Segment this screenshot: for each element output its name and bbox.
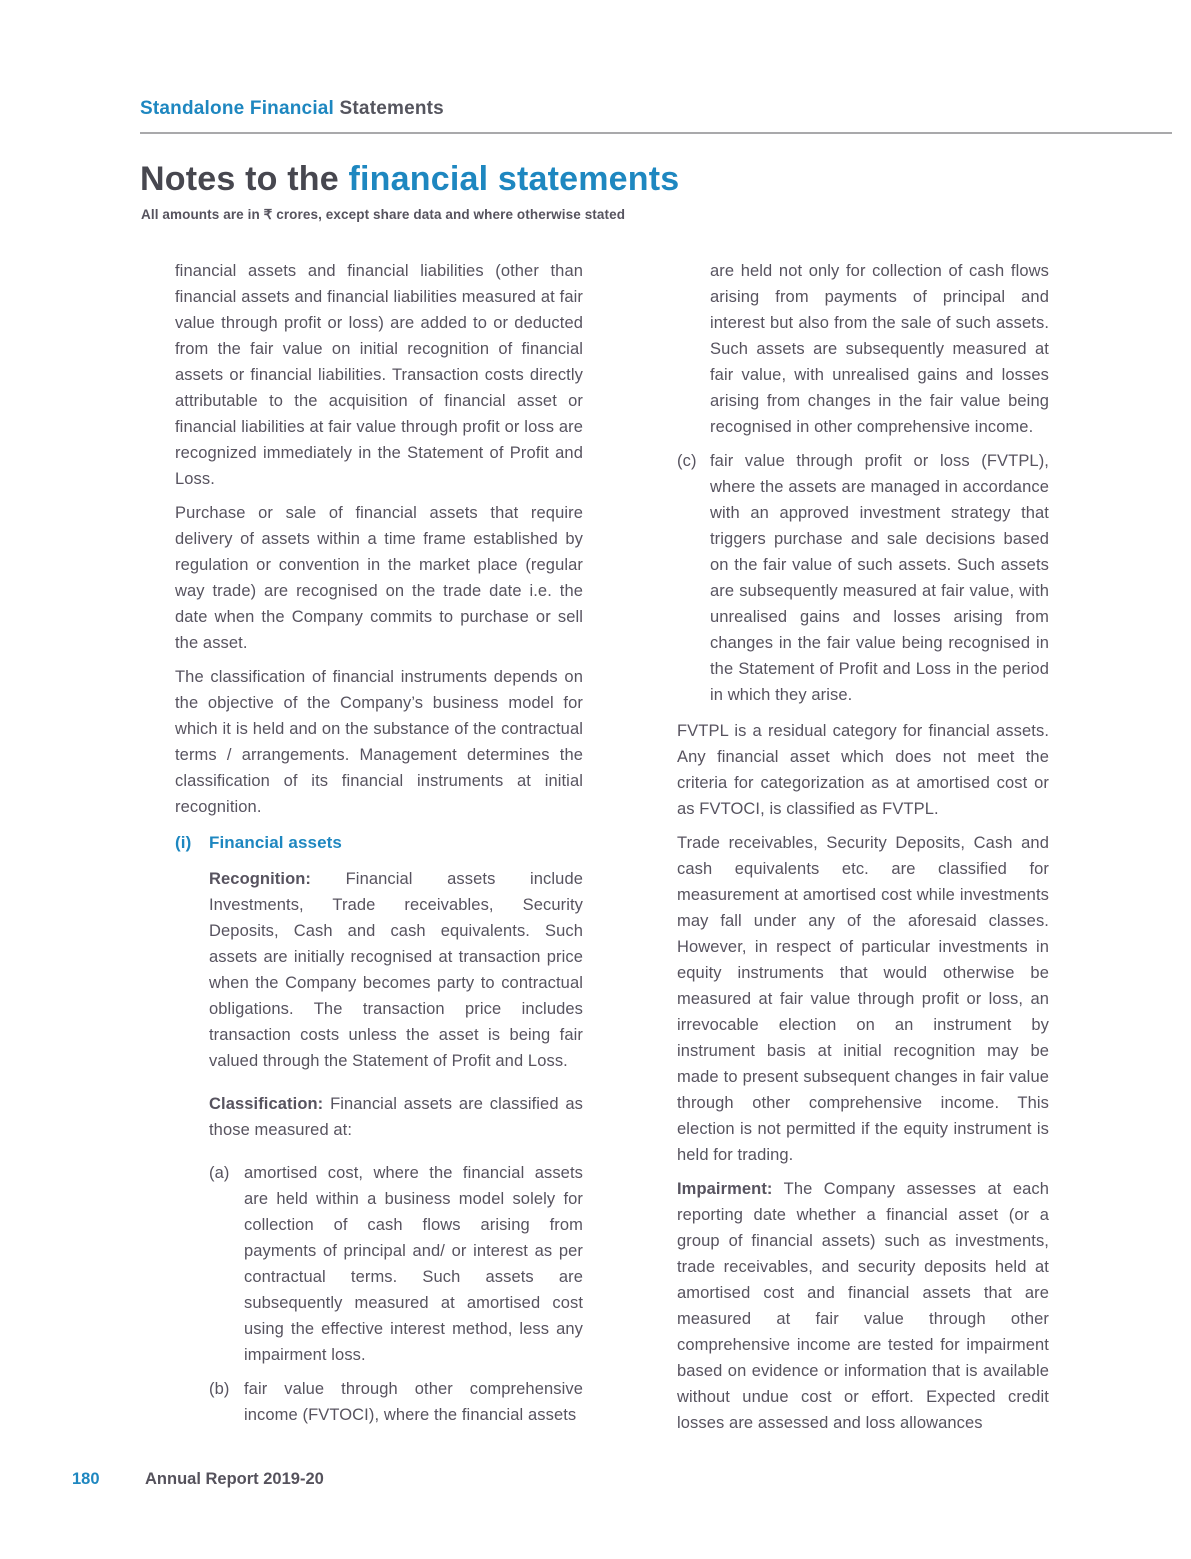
page-title-prefix: Notes to the [140, 160, 349, 198]
list-item-b [209, 1376, 583, 1428]
classification-paragraph [209, 1091, 583, 1143]
page-title-highlight: financial statements [348, 160, 680, 198]
body-paragraph: The classification of financial instruments depends on the objective of the Company’s business model for which it is held and on the substance of the contractual terms / arrangements. Management determines the classification of its financial instruments at initial recognition. [175, 668, 583, 816]
page-title [140, 160, 679, 199]
header-divider [140, 132, 1172, 134]
running-header [140, 98, 444, 120]
left-column [175, 258, 583, 1436]
recognition-lead: Recognition: [209, 870, 312, 888]
footer-report-label: Annual Report 2019-20 [145, 1470, 324, 1488]
list-text: amortised cost, where the financial assets are held within a business model solely for collection of cash flows arising from payments of principal and/ or interest as per contractual terms. Such assets are subsequently measured at amortised cost using the effective interest method, less any impairment loss. [244, 1164, 583, 1364]
section-marker: (i) [175, 833, 192, 852]
page-subtitle: All amounts are in ₹ crores, except share data and where otherwise stated [141, 207, 626, 222]
running-header-suffix: Statements [334, 98, 444, 119]
right-column [677, 258, 1049, 1444]
classification-text: Financial assets are classified as those measured at: [209, 1095, 584, 1139]
impairment-text: The Company assesses at each reporting date whether a financial asset (or a group of financial assets) such as investments, trade receivables, and security deposits held at amortised cost and financial assets that are measured at fair value through other comprehensive income are tested for impairment based on evidence or information that is available without undue cost or effort. Expected credit losses are assessed and loss allowances [677, 1180, 1049, 1432]
section-label: Financial assets [209, 833, 342, 852]
trade-receivables-paragraph: Trade receivables, Security Deposits, Cash and cash equivalents etc. are classified for measurement at amortised cost while investments may fall under any of the aforesaid classes. However, in respect of particular investments in equity instruments that would otherwise be measured at fair value through profit or loss, an irrevocable election on an instrument by instrument basis at initial recognition may be made to present subsequent changes in fair value through other comprehensive income. This election is not permitted if the equity instrument is held for trading. [677, 834, 1049, 1164]
body-paragraph: Purchase or sale of financial assets that require delivery of assets within a time frame established by regulation or convention in the market place (regular way trade) are recognised on the trade date i.e. the date when the Company commits to purchase or sell the asset. [175, 504, 583, 652]
impairment-lead: Impairment: [677, 1180, 773, 1198]
list-text: fair value through other comprehensive income (FVTOCI), where the financial assets [244, 1380, 583, 1424]
list-item-a [209, 1160, 583, 1368]
list-item-c [677, 448, 1049, 708]
page-number: 180 [72, 1470, 100, 1488]
running-header-section: Standalone Financial [140, 98, 335, 119]
impairment-paragraph [677, 1176, 1049, 1436]
fvtpl-paragraph: FVTPL is a residual category for financial assets. Any financial asset which does not meet the criteria for categorization as at amortised cost or as FVTOCI, is classified as FVTPL. [677, 722, 1049, 818]
recognition-text: Financial assets include Investments, Trade receivables, Security Deposits, Cash and cash equivalents. Such assets are initially recognised at transaction price when the Company becomes party to contractual obligations. The transaction price includes transaction costs unless the asset is being fair valued through the Statement of Profit and Loss. [209, 870, 584, 1070]
body-paragraph: financial assets and financial liabilities (other than financial assets and financial liabilities measured at fair value through profit or loss) are added to or deducted from the fair value on initial recognition of financial assets or financial liabilities. Transaction costs directly attributable to the acquisition of financial asset or financial liabilities at fair value through profit or loss are recognized immediately in the Statement of Profit and Loss. [175, 262, 583, 488]
list-text: fair value through profit or loss (FVTPL), where the assets are managed in accordance with an approved investment strategy that triggers purchase and sale decisions based on the fair value of such assets. Such assets are subsequently measured at fair value, with unrealised gains and losses arising from changes in the fair value being recognised in the Statement of Profit and Loss in the period in which they arise. [710, 452, 1049, 704]
list-marker: (c) [677, 452, 697, 470]
list-marker: (b) [209, 1380, 230, 1398]
section-heading-financial-assets [175, 830, 583, 856]
list-marker: (a) [209, 1164, 230, 1182]
list-item-b-continued [677, 258, 1049, 440]
classification-lead: Classification: [209, 1095, 324, 1113]
recognition-paragraph [209, 866, 583, 1074]
list-text: are held not only for collection of cash flows arising from payments of principal and interest but also from the sale of such assets. Such assets are subsequently measured at fair value, with unrealised gains and losses arising from changes in the fair value being recognised in other comprehensive income. [710, 262, 1049, 436]
